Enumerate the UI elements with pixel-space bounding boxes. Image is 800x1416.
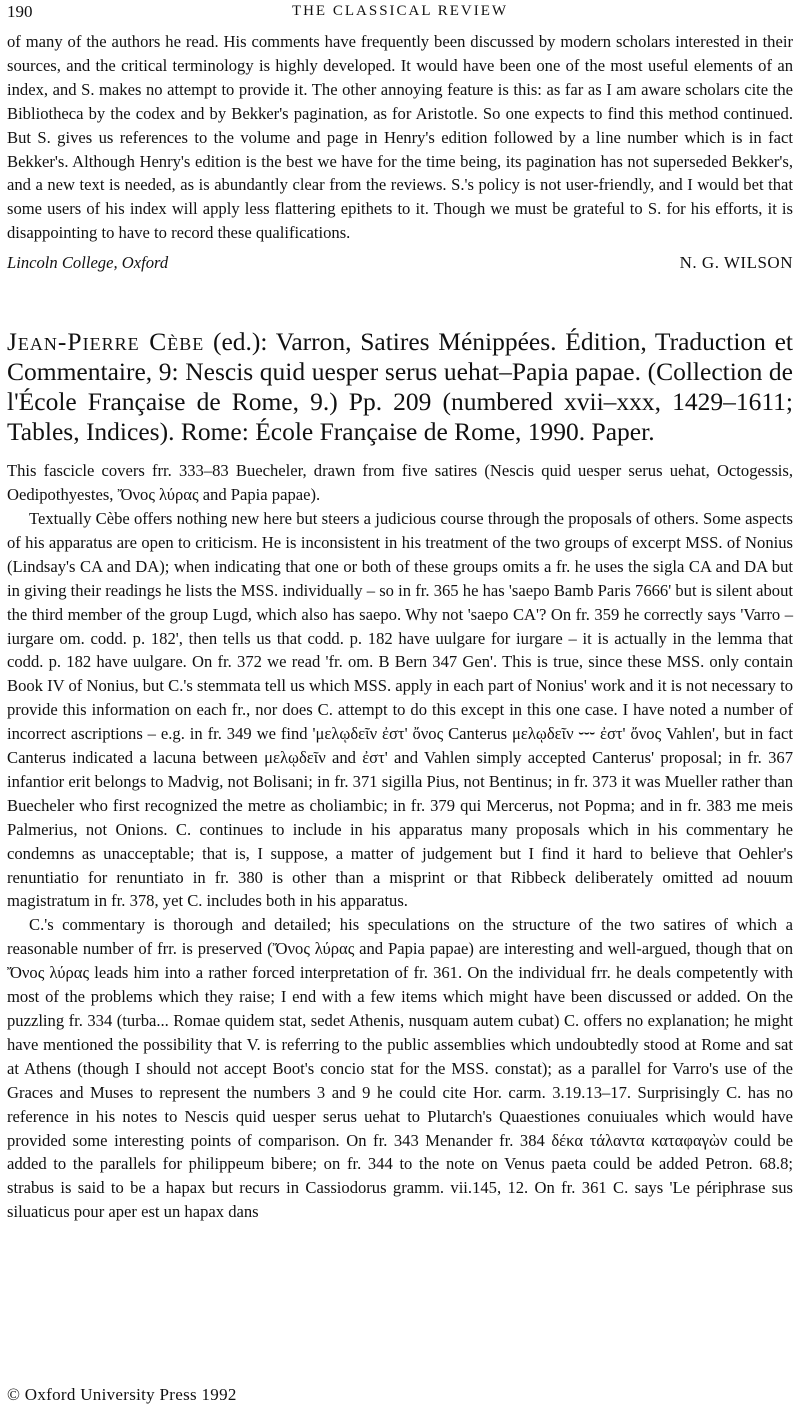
journal-page (7, 0, 793, 1224)
book-citation: (ed.): Varron, Satires Ménippées. Édition, Traduction et Commentaire, 9: Nescis quid uesper serus uehat–Papia papae. (Collection de l'École Française de Rome, 9.) Pp. 209 (numbered xvii–xxx, 1429–1611; Tables, Indices). Rome: École Française de Rome, 1990. Paper. (7, 327, 794, 447)
reviewer-affiliation: Lincoln College, Oxford (7, 253, 169, 273)
page-header (7, 0, 793, 30)
copyright-notice: © Oxford University Press 1992 (7, 1385, 237, 1404)
running-title: THE CLASSICAL REVIEW (291, 3, 509, 19)
signature-line (7, 253, 793, 279)
book-author: Jean-Pierre Cèbe (7, 327, 205, 357)
previous-review-paragraph: of many of the authors he read. His comments have frequently been discussed by modern scholars interested in their sources, and the critical terminology is highly developed. It would have been one of the most useful elements of an index, and S. makes no attempt to provide it. The other annoying feature is this: as far as I am aware scholars cite the Bibliotheca by the codex and by Bekker's pagination, as for Aristotle. So one expects to find this method continued. But S. gives us references to the volume and page in Henry's edition followed by a line number which is in fact Bekker's. Although Henry's edition is the best we have for the time being, its pagination has not superseded Bekker's, and a new text is needed, as is abundantly clear from the reviews. S.'s policy is not user-friendly, and I would bet that some users of his index will apply less flattering epithets to it. Though we must be grateful to S. for his efforts, it is disappointing to have to record these qualifications. (7, 32, 793, 243)
review-heading (7, 327, 793, 447)
reviewer-name: N. G. WILSON (679, 253, 793, 273)
review-paragraph-1: This fascicle covers frr. 333–83 Buecheler, drawn from five satires (Nescis quid uesper serus uehat, Octogessis, Oedipothyestes, Ὄνος λύρας and Papia papae). (7, 461, 793, 505)
review-paragraph-3: C.'s commentary is thorough and detailed; his speculations on the structure of the two satires of which a reasonable number of frr. is preserved (Ὄνος λύρας and Papia papae) are interesting and well-argued, though that on Ὄνος λύρας leads him into a rather forced interpretation of fr. 361. On the individual frr. he deals competently with most of the problems which they raise; I end with a few items which might have been discussed or added. On the puzzling fr. 334 (turba... Romae quidem stat, sedet Athenis, nusquam autem cubat) C. offers no explanation; he might have mentioned the possibility that V. is referring to the public assemblies which undoubtedly stood at Rome and sat at Athens (though I should not accept Boot's concio stat for the MSS. constat); as a parallel for Varro's use of the Graces and Muses to represent the numbers 3 and 9 he could cite Hor. carm. 3.19.13–17. Surprisingly C. has no reference in his notes to Nescis quid uesper serus uehat to Plutarch's Quaestiones conuiuales which would have provided some interesting points of comparison. On fr. 343 Menander fr. 384 δέκα τάλαντα καταφαγὼν could be added to the parallels for philippeum bibere; on fr. 344 to the note on Venus paeta could be added Petron. 68.8; strabus is said to be a hapax but recurs in Cassiodorus gramm. vii.145, 12. On fr. 361 C. says 'Le périphrase sus siluaticus pour aper est un hapax dans (7, 915, 793, 1222)
review-paragraph-2: Textually Cèbe offers nothing new here but steers a judicious course through the proposals of others. Some aspects of his apparatus are open to criticism. He is inconsistent in his treatment of the two groups of excerpt MSS. of Nonius (Lindsay's CA and DA); when indicating that one or both of these groups omits a fr. he uses the sigla CA and DA but in giving their readings he lists the MSS. individually – so in fr. 365 he has 'saepo Bamb Paris 7666' but is silent about the third member of the group Lugd, which also has saepo. Why not 'saepo CA'? On fr. 359 he correctly says 'Varro – iurgare om. codd. p. 182', then tells us that codd. p. 182 have uulgare for iurgare – it is actually in the lemma that codd. p. 182 have uulgare. On fr. 372 we read 'fr. om. B Bern 347 Gen'. This is true, since these MSS. only contain Book IV of Nonius, but C.'s stemmata tell us which MSS. apply in each part of Nonius' work and it is not necessary to provide this information on each fr., nor does C. attempt to do this except in this one case. I have noted a number of incorrect ascriptions – e.g. in fr. 349 we find 'μελῳδεῖν ἐστ' ὄνος Canterus μελῳδεῖν ⏑⏑⏑ ἐστ' ὄνος Vahlen', but in fact Canterus indicated a lacuna between μελῳδεῖν and ἐστ' and Vahlen simply accepted Canterus' proposal; in fr. 367 infantior erit belongs to Madvig, not Bolisani; in fr. 371 sigilla Pius, not Bentinus; in fr. 373 it was Mueller rather than Buecheler who first recognized the metre as choliambic; in fr. 379 qui Mercerus, not Popma; and in fr. 383 me meis Palmerius, not Onions. C. continues to include in his apparatus many proposals which in his commentary he condemns as unacceptable; that is, I suppose, a matter of judgement but I find it hard to believe that Oehler's renuntiatio for renuntiato in fr. 380 is other than a misprint or that Ribbeck deliberately omitted ad nouum magistratum in fr. 378, yet C. includes both in his apparatus. (7, 508, 793, 911)
page-number: 190 (7, 2, 33, 21)
